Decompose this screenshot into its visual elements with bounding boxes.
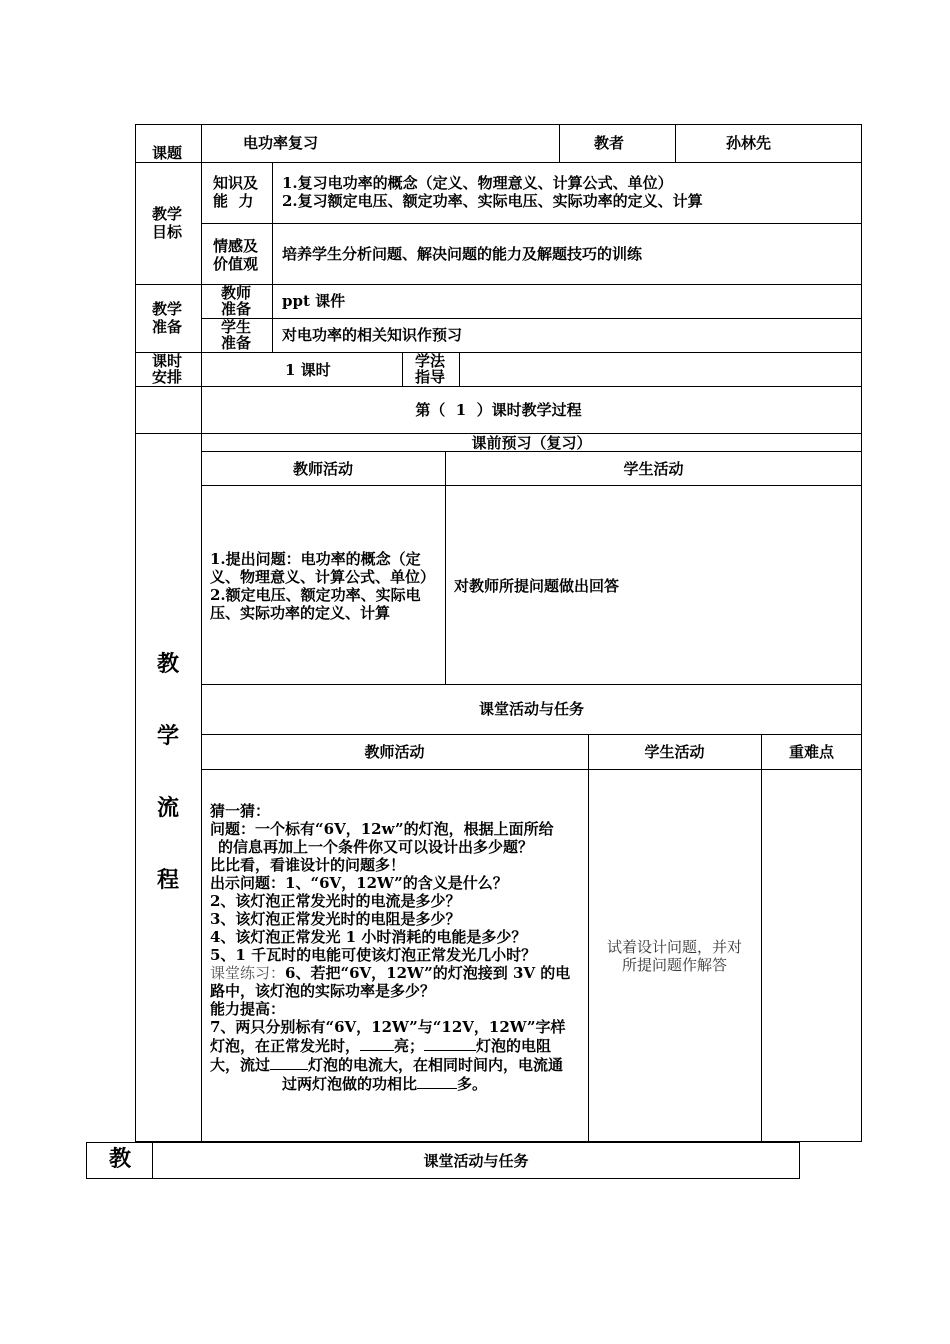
- col-divider: [201, 124, 202, 1142]
- goals-label: 教学 目标: [152, 205, 183, 241]
- row-divider: [201, 485, 862, 486]
- topic-value: 电功率复习: [243, 134, 319, 152]
- col-divider: [675, 124, 676, 162]
- next-page-title: 课堂活动与任务: [423, 1152, 529, 1170]
- flow-label-char: 学: [157, 723, 180, 749]
- col-divider: [761, 734, 762, 1142]
- blank-1: [360, 1036, 394, 1051]
- blank-4: [417, 1074, 457, 1089]
- emotion-label: 情感及 价值观: [213, 237, 259, 273]
- classroom-key-col: 重难点: [788, 743, 834, 761]
- flow-label-char: 教: [157, 651, 180, 677]
- row-divider: [201, 223, 862, 224]
- row-divider: [135, 386, 862, 387]
- flow-label-char: 程: [157, 867, 180, 893]
- teacher-label: 教者: [594, 134, 625, 152]
- process-title: 第（ 1 ）课时教学过程: [415, 401, 582, 419]
- prep-label: 教学 准备: [152, 300, 183, 336]
- topic-label: 课题: [152, 144, 183, 162]
- knowledge-label: 知识及 能 力: [213, 174, 259, 210]
- schedule-value: 1 课时: [285, 361, 331, 379]
- preview-title: 课前预习（复习）: [471, 434, 592, 452]
- classroom-student-col: 学生活动: [644, 743, 705, 761]
- row-divider: [201, 318, 862, 319]
- col-divider: [272, 162, 273, 352]
- preview-teacher-text: 1.提出问题：电功率的概念（定 义、物理意义、计算公式、单位） 2.额定电压、额定功率、实际电 压、实际功率的定义、计算: [210, 550, 436, 622]
- row-divider: [135, 162, 862, 163]
- preview-teacher-col: 教师活动: [292, 460, 353, 478]
- row-divider: [135, 352, 862, 353]
- col-divider: [559, 124, 560, 162]
- emotion-text: 培养学生分析问题、解决问题的能力及解题技巧的训练: [282, 245, 643, 263]
- col-divider: [402, 352, 403, 386]
- schedule-label: 课时 安排: [152, 352, 183, 386]
- preview-student-text: 对教师所提问题做出回答: [454, 577, 620, 595]
- blank-3: [270, 1055, 308, 1070]
- teacher-prep-label: 教师 准备: [221, 284, 252, 318]
- row-divider: [201, 734, 862, 735]
- classroom-teacher-text: 猜一猜： 问题：一个标有“6V，12w”的灯泡，根据上面所给 的信息再加上一个条件你又可以设计出多少题？ 比比看，看谁设计的问题多！ 出示问题：1、“6V，12W”的含义是什么？ 2、该灯泡正常发光时的电流是多少？ 3、该灯泡正常发光时的电阻是多少？ 4、该灯泡正常发光 1 小时消耗的电能是多少？ 5、1 千瓦时的电能可使该灯泡正常发光几小时？ 课堂练习：6、若把“6V，12W”的灯泡接到 3V 的电 路中，该灯泡的实际功率是多少？ 能力提高： 7、两只分别标有“6V，12W”与“12V，12W”字样 灯泡，在正常发光时， 亮； 灯泡的电阻 大，流过 灯泡的电流大，在相同时间内，电流通 过两灯泡做的功相比 多。: [210, 802, 571, 1093]
- flow-label-char: 流: [157, 795, 180, 821]
- col-divider: [459, 352, 460, 386]
- row-divider: [201, 684, 862, 685]
- teacher-prep-text: ppt 课件: [282, 292, 346, 310]
- student-prep-label: 学生 准备: [221, 318, 252, 352]
- classroom-teacher-col: 教师活动: [364, 743, 425, 761]
- method-label: 学法 指导: [415, 352, 446, 386]
- student-prep-text: 对电功率的相关知识作预习: [282, 326, 463, 344]
- preview-student-col: 学生活动: [623, 460, 684, 478]
- col-divider: [445, 451, 446, 684]
- knowledge-text: 1.复习电功率的概念（定义、物理意义、计算公式、单位） 2.复习额定电压、额定功率、实际电压、实际功率的定义、计算: [282, 174, 703, 210]
- teacher-name: 孙林先: [726, 134, 772, 152]
- row-divider: [201, 769, 862, 770]
- practice-label: 课堂练习：: [210, 964, 286, 982]
- next-page-label: 教: [109, 1146, 132, 1172]
- classroom-title: 课堂活动与任务: [478, 700, 584, 718]
- classroom-student-text: 试着设计问题，并对 所提问题作解答: [606, 938, 742, 974]
- blank-2: [424, 1036, 476, 1051]
